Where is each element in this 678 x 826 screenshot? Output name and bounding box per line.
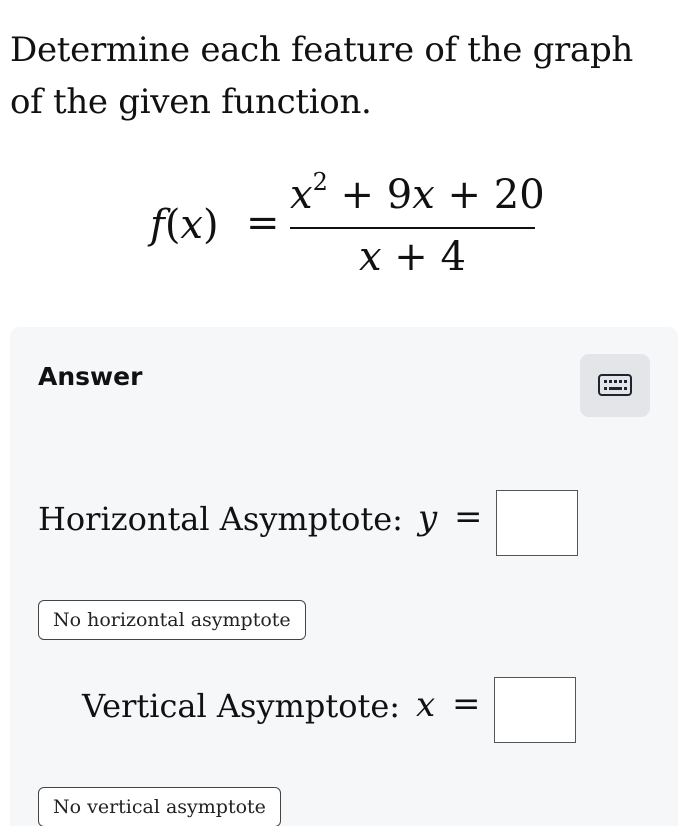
answer-title: Answer	[38, 362, 143, 391]
horizontal-asymptote-variable: y	[418, 498, 438, 538]
no-vertical-asymptote-button[interactable]: No vertical asymptote	[38, 787, 281, 826]
question-text: Determine each feature of the graph of the given function.	[10, 30, 634, 122]
formula-equals: =	[246, 200, 280, 246]
formula-numerator	[290, 168, 545, 218]
formula-lhs	[150, 202, 219, 248]
vertical-asymptote-label: Vertical Asymptote:	[82, 687, 401, 725]
math-keyboard-button[interactable]	[580, 354, 650, 417]
vertical-asymptote-equals: =	[452, 684, 481, 724]
numerator-middle: + 9	[327, 172, 413, 218]
no-horizontal-asymptote-button[interactable]: No horizontal asymptote	[38, 600, 306, 640]
keyboard-icon	[598, 374, 632, 396]
formula-close-paren: )	[202, 202, 219, 248]
numerator-constant: + 20	[434, 172, 545, 218]
formula-denominator	[290, 234, 535, 280]
denominator-variable: x	[359, 234, 382, 280]
vertical-asymptote-variable: x	[416, 685, 436, 725]
numerator-exponent: 2	[312, 168, 328, 196]
function-formula	[150, 168, 550, 282]
answer-panel	[10, 327, 678, 826]
formula-function-name: f	[150, 202, 165, 248]
numerator-variable-2: x	[412, 172, 435, 218]
horizontal-asymptote-label: Horizontal Asymptote:	[38, 500, 403, 538]
vertical-asymptote-input[interactable]	[494, 677, 576, 743]
numerator-variable: x	[290, 172, 313, 218]
formula-lhs-variable: x	[180, 202, 203, 248]
formula-open-paren: (	[164, 202, 181, 248]
horizontal-asymptote-equals: =	[454, 497, 483, 537]
denominator-constant: + 4	[381, 234, 466, 280]
fraction-bar	[290, 227, 535, 229]
horizontal-asymptote-input[interactable]	[496, 490, 578, 556]
